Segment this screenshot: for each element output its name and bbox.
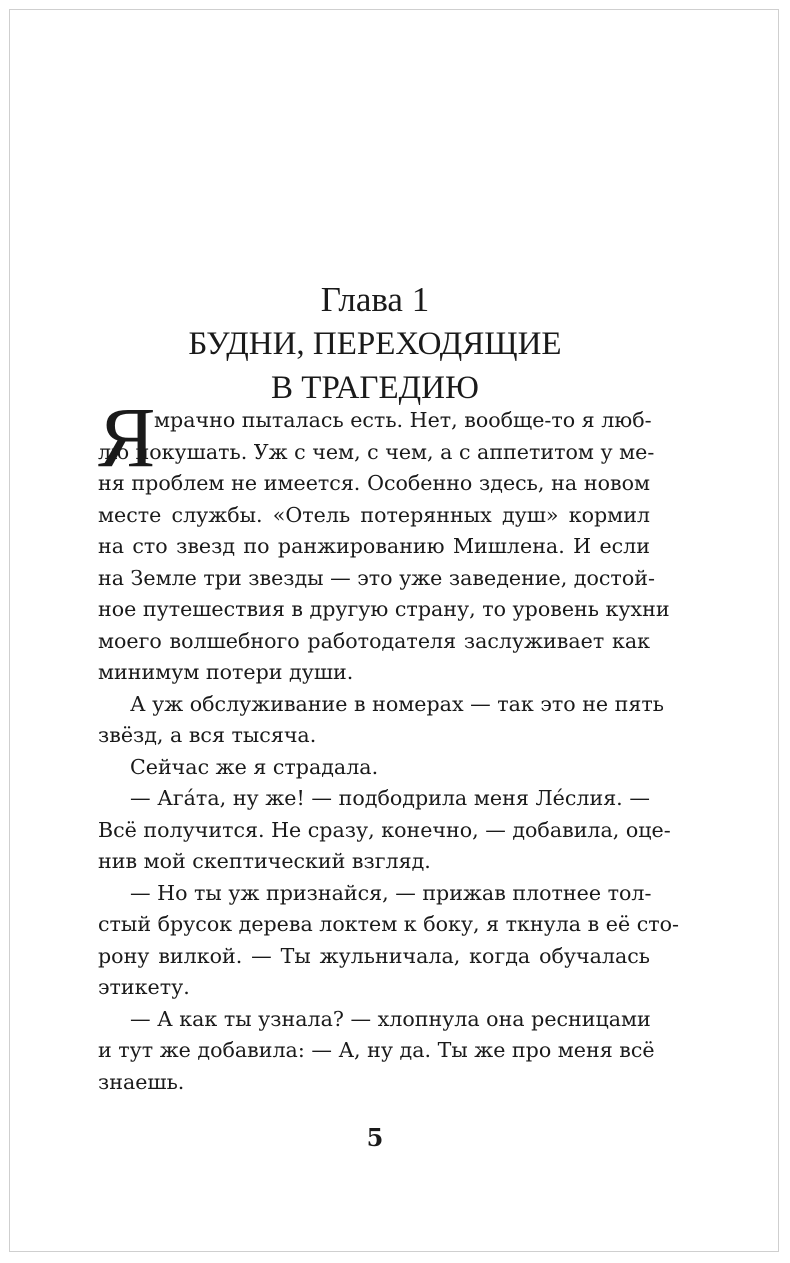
text-line: минимум потери души. xyxy=(98,660,354,684)
chapter-number: Глава 1 xyxy=(320,280,430,319)
text-line: на сто звезд по ранжированию Мишлена. И если xyxy=(98,534,650,558)
text-line: ное путешествия в другую страну, то уровень кухни xyxy=(98,597,670,621)
text-line: моего волшебного работодателя заслуживает как xyxy=(98,628,650,653)
text-line: этикету. xyxy=(98,975,190,999)
text-line: — Но ты уж признайся, — прижав плотнее тол- xyxy=(130,880,652,905)
text-line: и тут же добавила: — А, ну да. Ты же про меня всё xyxy=(98,1038,655,1062)
text-line: — А как ты узнала? — хлопнула она ресницами xyxy=(130,1006,651,1031)
chapter-title-line-1: БУДНИ, ПЕРЕХОДЯЩИЕ xyxy=(188,326,562,362)
text-line: знаешь. xyxy=(98,1069,185,1094)
text-line: Всё получится. Не сразу, конечно, — добавила, оце- xyxy=(98,817,671,842)
text-line: Сейчас же я страдала. xyxy=(130,754,379,779)
text-line: стый брусок дерева локтем к боку, я ткнула в её сто- xyxy=(98,912,679,936)
chapter-title-line-2: В ТРАГЕДИЮ xyxy=(271,370,479,406)
text-line: А уж обслуживание в номерах — так это не пять xyxy=(130,691,664,716)
drop-cap: Я xyxy=(98,389,156,485)
text-line: месте службы. «Отель потерянных душ» кормил xyxy=(98,502,650,527)
page-number: 5 xyxy=(366,1123,384,1152)
text-line: — Агáта, ну же! — подбодрила меня Лéслия. — xyxy=(130,786,650,810)
text-line: на Земле три звезды — это уже заведение, достой- xyxy=(98,565,655,590)
text-line: ня проблем не имеется. Особенно здесь, на новом xyxy=(98,471,650,495)
chapter-title xyxy=(100,322,650,410)
text-line: нив мой скептический взгляд. xyxy=(98,849,431,873)
text-line: лю покушать. Уж с чем, с чем, а с аппетитом у ме- xyxy=(98,439,655,464)
body-text xyxy=(98,405,679,1098)
text-line: рону вилкой. — Ты жульничала, когда обучалась xyxy=(98,943,650,968)
text-line: звёзд, а вся тысяча. xyxy=(98,723,317,747)
text-line: мрачно пыталась есть. Нет, вообще-то я люб- xyxy=(154,408,652,432)
